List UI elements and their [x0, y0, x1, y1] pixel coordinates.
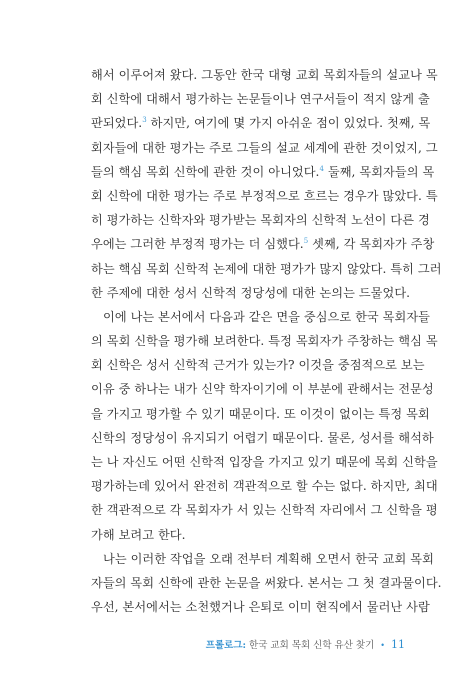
footnote-marker[interactable]: 5	[303, 237, 309, 246]
line-text: 한 객관적으로 각 목회자가 서 있는 신학적 자리에서 그 신학을 평	[91, 503, 438, 518]
line-text: 가해 보려고 한다.	[91, 527, 186, 542]
text-line	[91, 281, 411, 305]
text-line	[91, 257, 442, 281]
footer-chapter-label: 프롤로그	[205, 640, 243, 651]
line-text: 히 평가하는 신학자와 평가받는 목회자의 신학적 노선이 다른 경	[91, 213, 430, 228]
text-line	[91, 63, 438, 87]
page-number: 11	[391, 638, 405, 651]
line-text: 회 신학에 대한 평가는 주로 부정적으로 흐르는 경우가 많았다. 특	[91, 188, 438, 203]
text-line	[91, 160, 435, 184]
body-text	[91, 63, 442, 619]
text-line	[91, 87, 430, 111]
paragraph-start-line	[91, 547, 434, 571]
text-line	[91, 377, 434, 401]
text-line	[91, 498, 438, 522]
line-text: 회 신학에 대해서 평가하는 논문들이나 연구서들이 적지 않게 출	[91, 92, 430, 107]
footnote-marker[interactable]: 4	[319, 164, 324, 173]
text-line	[91, 353, 425, 377]
line-text: 판되었다.	[91, 116, 143, 131]
line-text: 들의 핵심 목회 신학에 관한 것이 아니었다.	[91, 164, 320, 179]
text-line	[91, 329, 438, 353]
line-text: 우선, 본서에서는 소천했거나 은퇴로 이미 현직에서 물러난 사람	[91, 600, 430, 615]
line-text: 둘째, 목회자들의 목	[323, 164, 435, 179]
line-text: 하지만, 여기에 몇 가지 아쉬운 점이 있었다. 첫째, 목	[146, 116, 431, 131]
line-text: 우에는 그러한 부정적 평가는 더 심했다.	[91, 237, 304, 252]
line-text: 이에 나는 본서에서 다음과 같은 면을 중심으로 한국 목회자들	[103, 309, 430, 324]
text-line	[91, 595, 430, 619]
line-text: 의 목회 신학을 평가해 보려한다. 특정 목회자가 주창하는 핵심 목	[91, 334, 438, 349]
line-text: 회 신학은 성서 신학적 근거가 있는가? 이것을 중점적으로 보는	[91, 358, 425, 373]
footnote-marker[interactable]: 3	[142, 116, 147, 125]
line-text: 셋째, 각 목회자가 주창	[308, 237, 435, 252]
line-text: 한 주제에 대한 성서 신학적 정당성에 대한 논의는 드물었다.	[91, 285, 411, 300]
footer-separator: :	[242, 640, 247, 651]
bullet-icon: •	[380, 641, 385, 650]
running-footer	[206, 638, 405, 653]
text-line	[91, 184, 438, 208]
text-line	[91, 232, 435, 256]
text-line	[91, 208, 430, 232]
text-line	[91, 474, 438, 498]
line-text: 나는 이러한 작업을 오래 전부터 계획해 오면서 한국 교회 목회	[103, 551, 434, 566]
footer-book-title: 한국 교회 목회 신학 유산 찾기	[246, 640, 375, 651]
line-text: 는 나 자신도 어떤 신학적 입장을 가지고 있기 때문에 목회 신학을	[91, 455, 438, 469]
line-text: 회자들에 대한 평가는 주로 그들의 설교 세계에 관한 것이었지, 그	[91, 140, 438, 155]
text-line	[91, 426, 434, 450]
line-text: 해서 이루어져 왔다. 그동안 한국 대형 교회 목회자들의 설교나 목	[91, 68, 438, 82]
line-text: 이유 중 하나는 내가 신약 학자이기에 이 부분에 관해서는 전문성	[91, 382, 434, 397]
text-line	[91, 523, 387, 547]
line-text: 자들의 목회 신학에 관한 논문을 써왔다. 본서는 그 첫 결과물이다.	[91, 575, 442, 590]
text-line	[91, 450, 438, 474]
line-text: 신학의 정당성이 유지되기 어렵기 때문이다. 물론, 성서를 해석하	[91, 430, 434, 445]
paragraph-start-line	[91, 305, 430, 329]
line-text: 평가하는데 있어서 완전히 객관적으로 할 수는 없다. 하지만, 최대	[91, 479, 438, 494]
line-text: 을 가지고 평가할 수 있기 때문이다. 또 이것이 없이는 특정 목회	[91, 406, 430, 421]
line-text: 하는 핵심 목회 신학적 논제에 대한 평가가 많지 않았다. 특히 그러	[91, 261, 442, 276]
text-line	[91, 402, 430, 426]
text-line	[91, 111, 431, 135]
text-line	[91, 136, 438, 160]
text-line	[91, 571, 442, 595]
